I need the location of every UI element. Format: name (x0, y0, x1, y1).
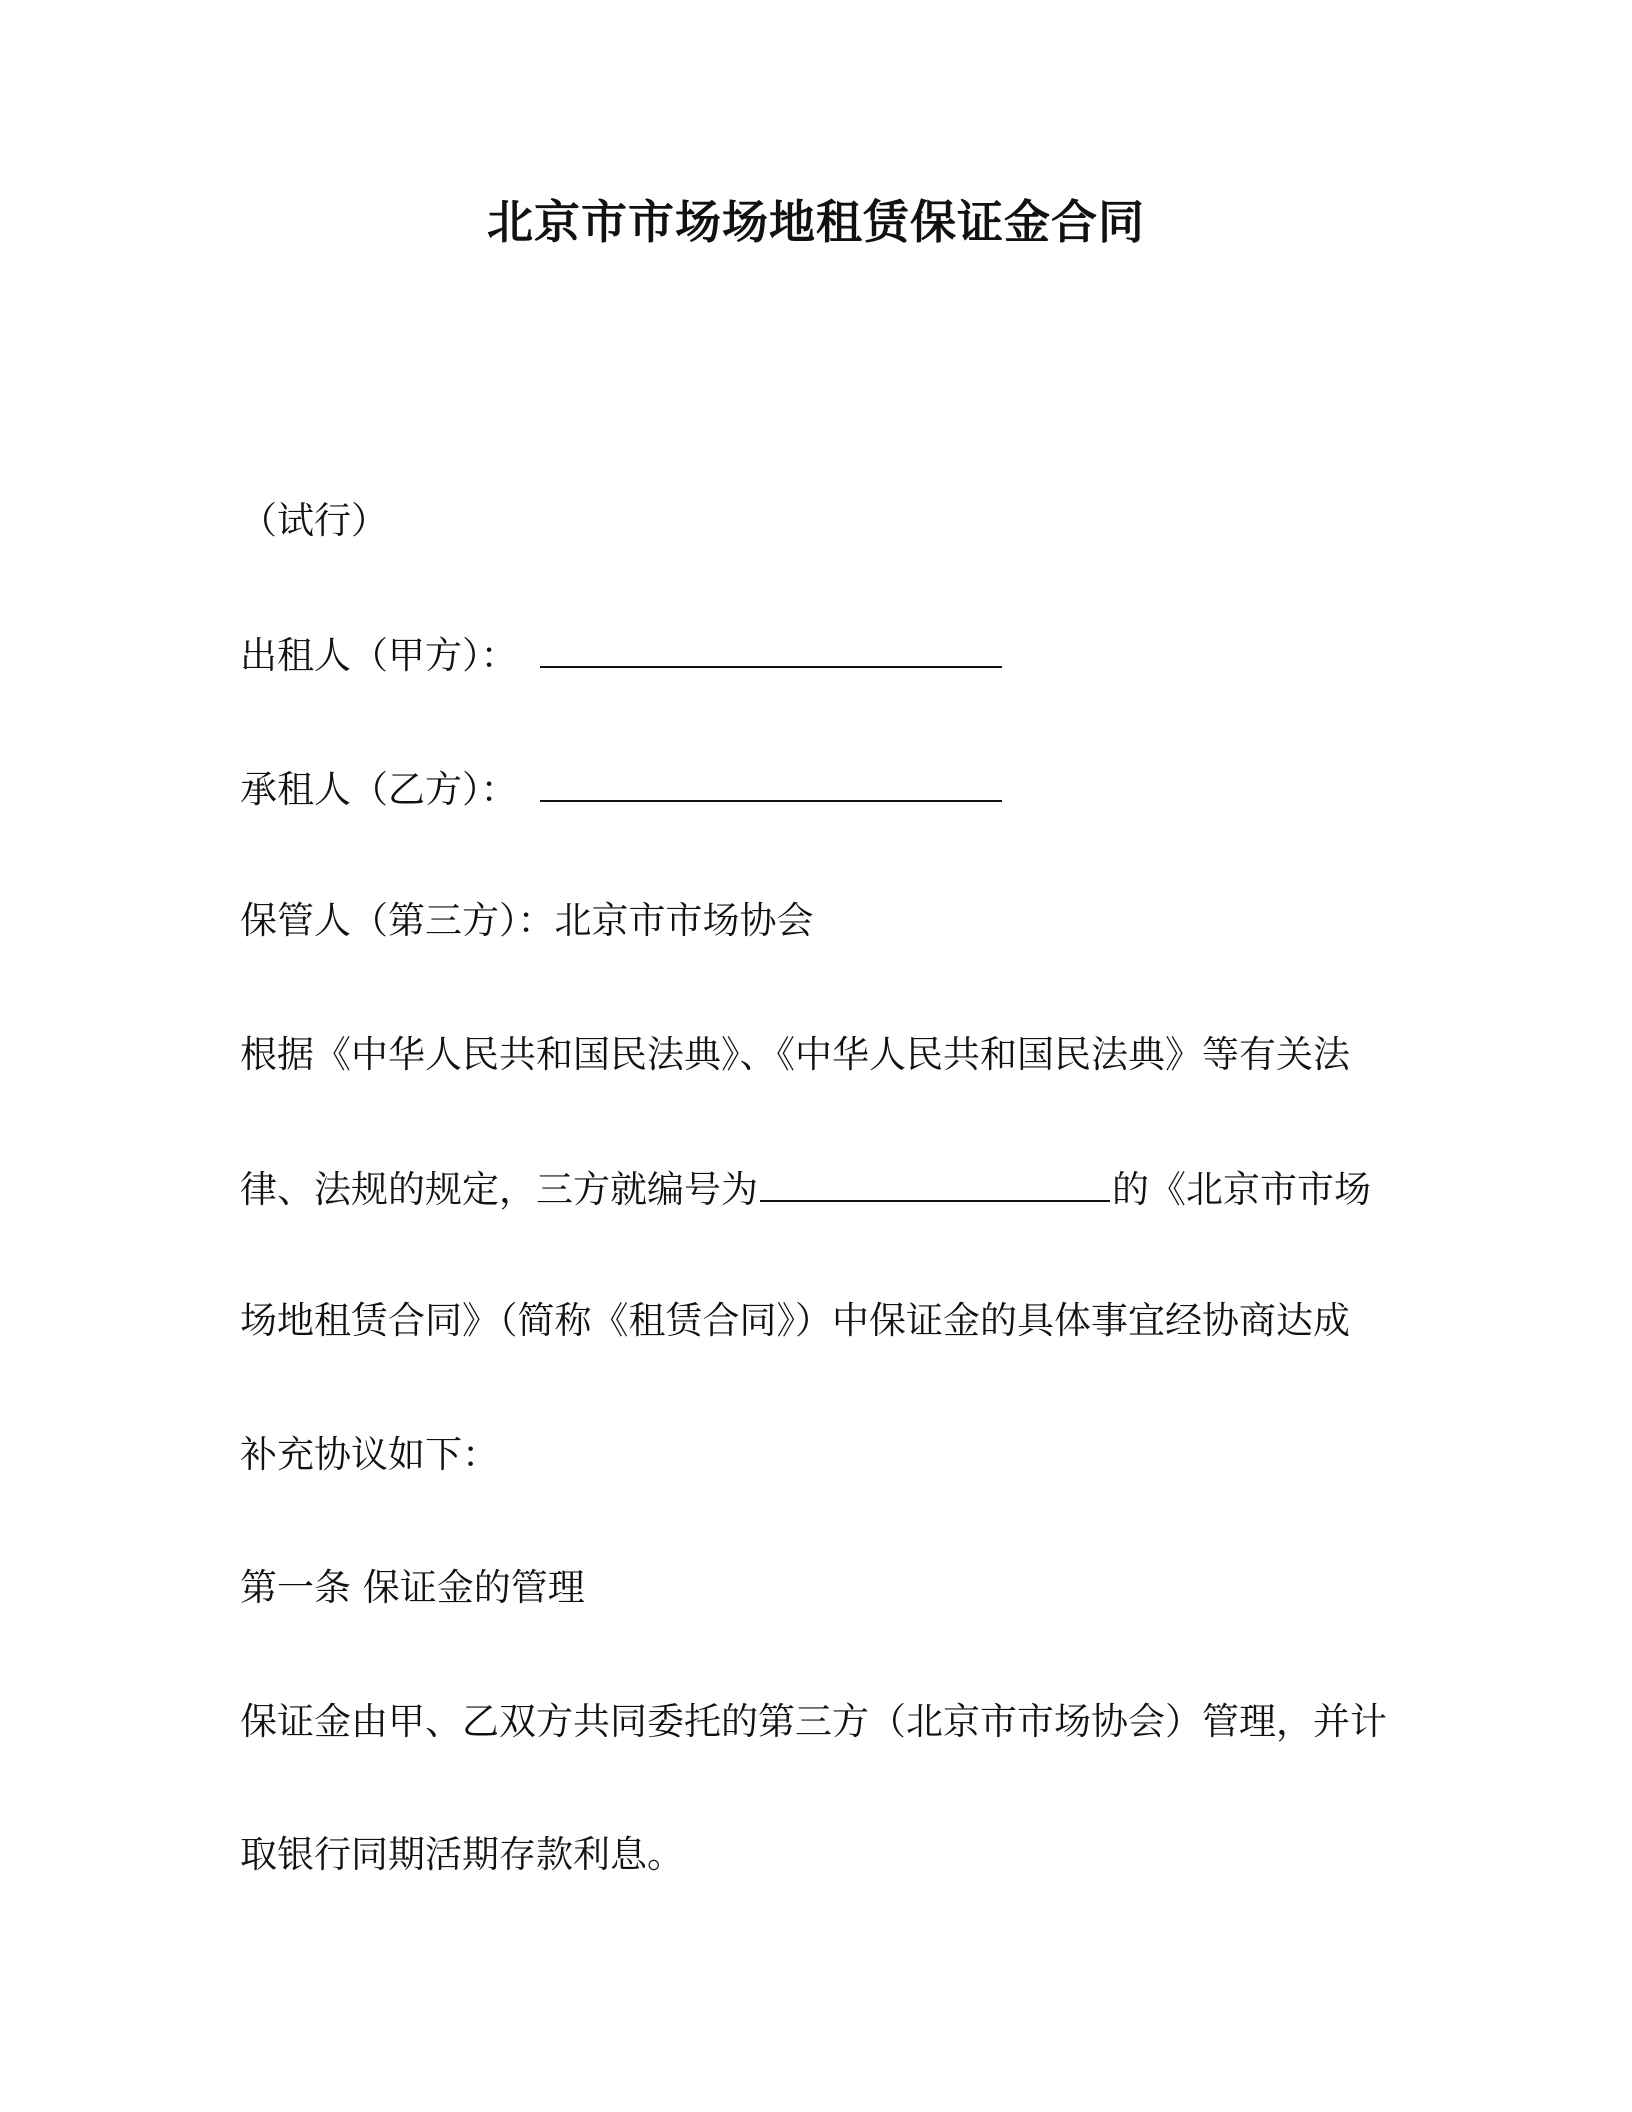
contract-number-blank (760, 1162, 1110, 1202)
article-1-line-2: 取银行同期活期存款利息。 (240, 1833, 684, 1876)
article-1-line-1: 保证金由甲、乙双方共同委托的第三方（北京市市场协会）管理，并计 (240, 1700, 1387, 1743)
lessee-label: 承租人（乙方）： (240, 768, 518, 811)
document-title: 北京市市场场地租赁保证金合同 (487, 195, 1145, 249)
preamble-line-3: 场地租赁合同》（简称《租赁合同》）中保证金的具体事宜经协商达成 (240, 1299, 1350, 1342)
custodian-row (240, 895, 814, 947)
lessee-blank (540, 762, 1002, 802)
lessee-row (240, 762, 1002, 816)
preamble-line-2-before: 律、法规的规定，三方就编号为 (240, 1168, 758, 1211)
lessor-label: 出租人（甲方）： (240, 634, 518, 677)
preamble-line-2-after: 的《北京市市场 (1112, 1168, 1371, 1211)
trial-note: （试行） (240, 499, 388, 542)
lessor-row (240, 628, 1002, 682)
custodian-value: 北京市市场协会 (554, 899, 814, 942)
preamble-line-1: 根据《中华人民共和国民法典》、《中华人民共和国民法典》等有关法 (240, 1033, 1350, 1076)
preamble-line-4: 补充协议如下： (240, 1433, 499, 1476)
lessor-blank (540, 628, 1002, 668)
preamble-line-2 (240, 1162, 1371, 1216)
article-1-heading: 第一条 保证金的管理 (240, 1566, 585, 1609)
custodian-label: 保管人（第三方）： (240, 899, 555, 942)
